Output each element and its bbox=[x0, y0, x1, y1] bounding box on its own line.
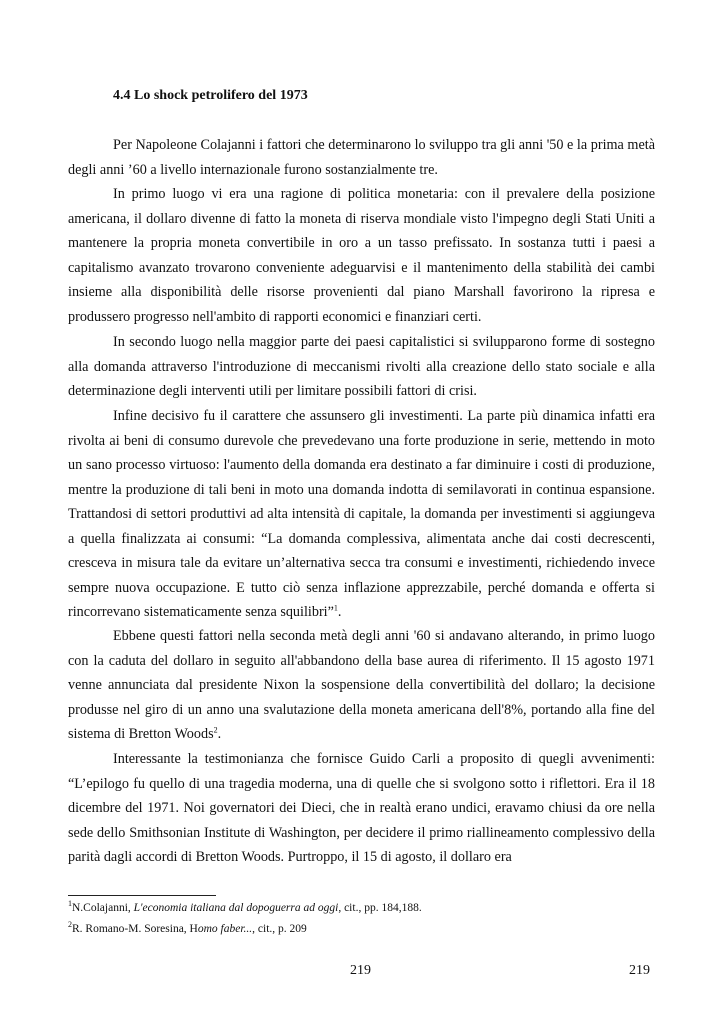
footnote-1-author: N.Colajanni, bbox=[72, 902, 134, 914]
footnote-1-citation: , cit., pp. 184,188. bbox=[338, 902, 422, 914]
footnote-2-number: 2 bbox=[68, 920, 72, 930]
footnote-separator bbox=[68, 895, 216, 896]
footnote-1-title: L'economia italiana dal dopoguerra ad oggi bbox=[133, 902, 339, 914]
paragraph-1: Per Napoleone Colajanni i fattori che determinarono lo sviluppo tra gli anni '50 e la prima metà degli anni ’60 a livello internazionale furono sostanzialmente tre. bbox=[68, 137, 655, 178]
paragraph-4-end: . bbox=[337, 604, 342, 620]
paragraph-5-end: . bbox=[217, 726, 222, 742]
footnote-2 bbox=[68, 920, 307, 935]
section-heading: 4.4 Lo shock petrolifero del 1973 bbox=[113, 88, 308, 103]
paragraph-4 bbox=[68, 404, 655, 625]
paragraph-2: In primo luogo vi era una ragione di politica monetaria: con il prevalere della posizione americana, il dollaro divenne di fatto la moneta di riserva mondiale visto l'impegno degli Stati Uniti a mantenere la propria moneta convertibile in oro a un tasso prefissato. In sostanza tutti i paesi a capitalismo avanzato trovarono conveniente adeguarvisi e il mantenimento della stabilità dei cambi insieme alla disponibilità delle risorse provenienti dal piano Marshall favorirono la ripresa e produssero progresso nell'ambito di rapporti economici e finanziari certi. bbox=[68, 186, 655, 325]
paragraph-3: In secondo luogo nella maggior parte dei paesi capitalistici si svilupparono forme di sostegno alla domanda attraverso l'introduzione di meccanismi rivolti alla creazione dello stato sociale e alla determinazione degli interventi utili per limitare possibili fattori di crisi. bbox=[68, 334, 655, 399]
paragraph-4-text: Infine decisivo fu il carattere che assunsero gli investimenti. La parte più dinamica infatti era rivolta ai beni di consumo durevole che prevedevano una forte produzione in serie, mettendo in moto un sano processo virtuoso: l'aumento della domanda era destinato a far diminuire i costi di produzione, mentre la produzione di tali beni in moto una domanda indotta di semilavorati in continua espansione. Trattandosi di settori produttivi ad alta intensità di capitale, la domanda per investimenti si aggiungeva a quella finalizzata ai consumi: “La domanda complessiva, alimentata anche dai costi decrescenti, cresceva in misura tale da evitare un’alternativa secca tra consumi e investimenti, richiedendo invece sempre nuova occupazione. E tutto ciò senza inflazione apprezzabile, perché domanda e offerta si rincorrevano sistematicamente senza squilibri” bbox=[68, 408, 655, 620]
page-number-center: 219 bbox=[350, 963, 371, 978]
footnote-2-title: omo faber... bbox=[197, 923, 253, 935]
paragraph-6: Interessante la testimonianza che fornisce Guido Carli a proposito di quegli avvenimenti: “L’epilogo fu quello di una tragedia moderna, una di quelle che si svolgono sotto i riflettori. Era il 18 dicembre del 1971. Noi governatori dei Dieci, che in realtà erano undici, eravamo chiusi da ore nella sede dello Smithsonian Institute di Washington, per decidere il primo riallineamento complessivo della parità dagli accordi di Bretton Woods. Purtroppo, il 15 di agosto, il dollaro era bbox=[68, 751, 655, 865]
page-number-right: 219 bbox=[629, 963, 650, 978]
paragraph-5 bbox=[68, 624, 655, 747]
footnote-1 bbox=[68, 899, 422, 914]
footnote-1-number: 1 bbox=[68, 899, 72, 909]
footnote-ref-1: 1 bbox=[333, 603, 338, 613]
footnote-2-citation: , cit., p. 209 bbox=[252, 923, 307, 935]
footnote-ref-2: 2 bbox=[213, 725, 218, 735]
paragraph-5-text: Ebbene questi fattori nella seconda metà degli anni '60 si andavano alterando, in primo luogo con la caduta del dollaro in seguito all'abbandono della base aurea di riferimento. Il 15 agosto 1971 venne annunciata dal presidente Nixon la sospensione della convertibilità del dollaro; la decisione produsse nel giro di un anno una svalutazione della moneta americana dell'8%, portando alla fine del sistema di Bretton Woods bbox=[68, 628, 655, 742]
footnote-2-author: R. Romano-M. Soresina, H bbox=[72, 923, 198, 935]
